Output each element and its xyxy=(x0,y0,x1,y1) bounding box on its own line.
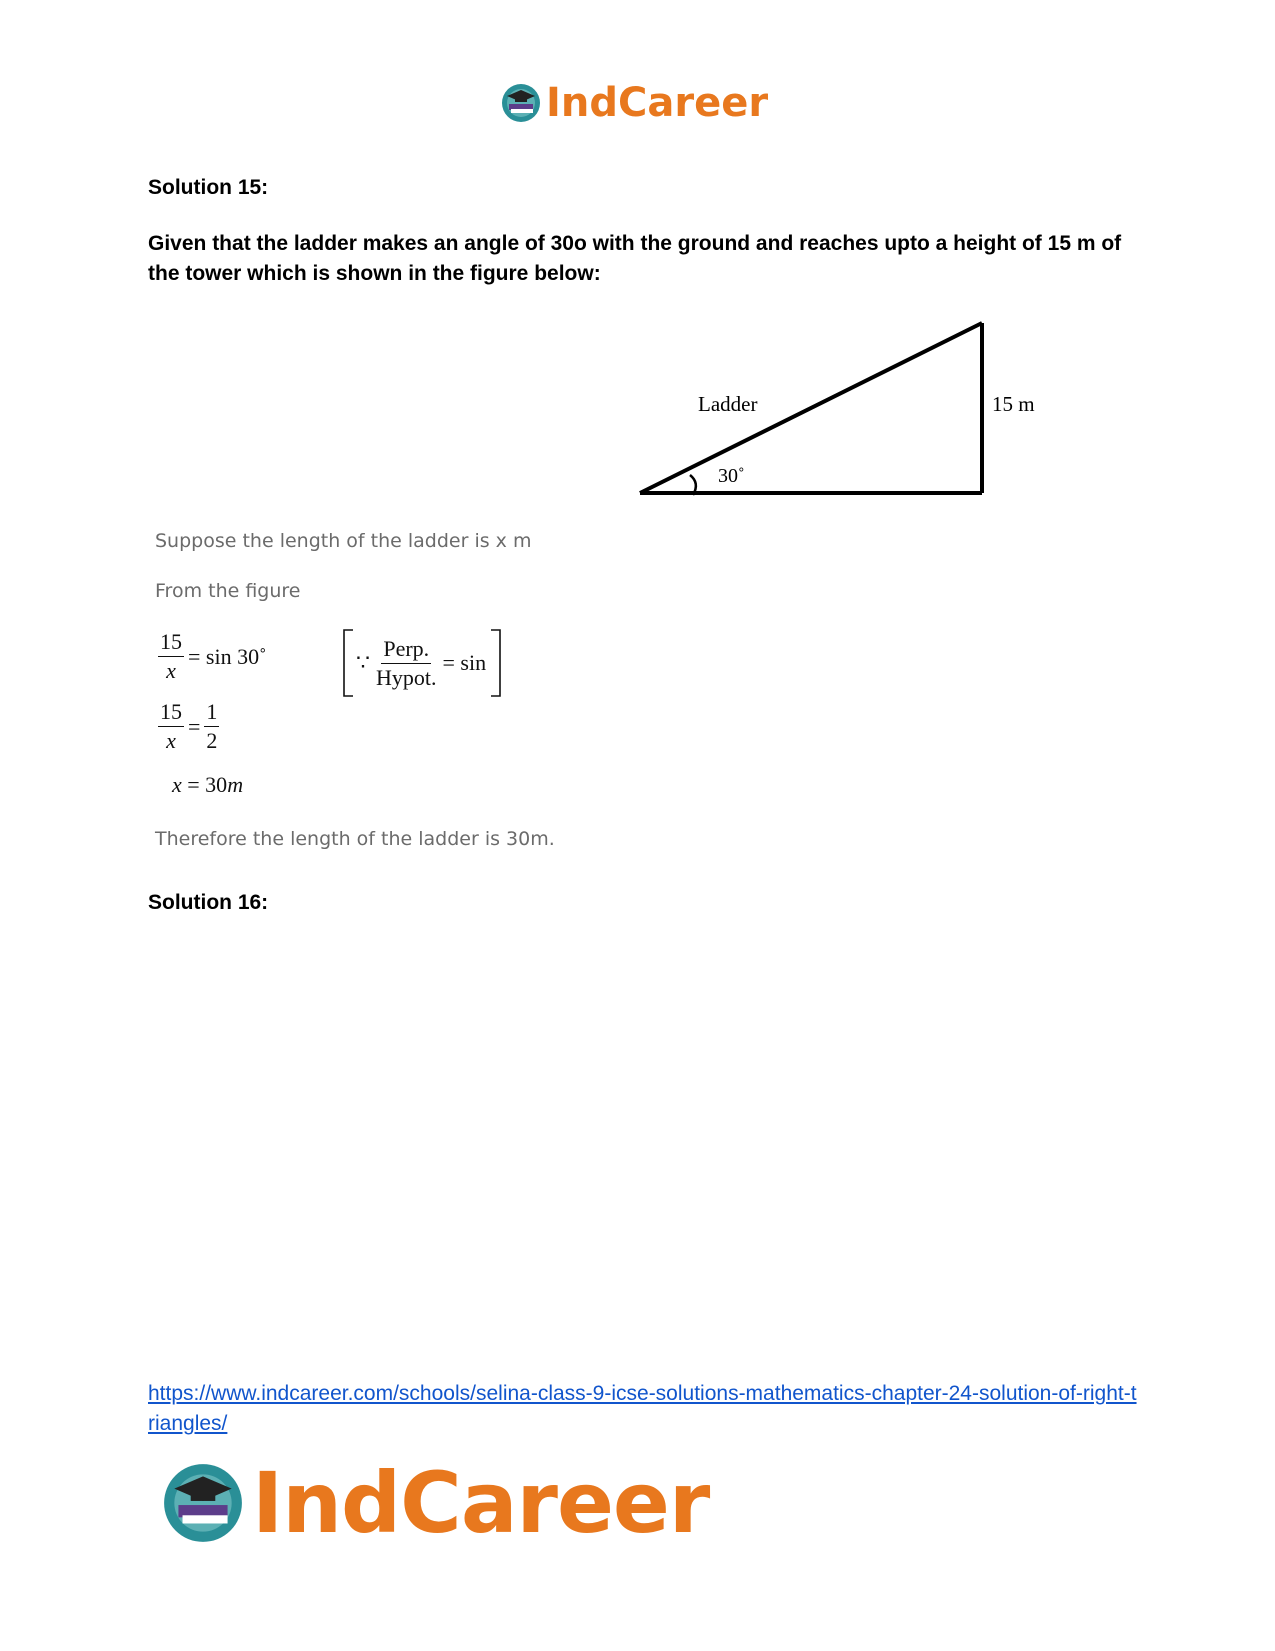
equation-half xyxy=(158,700,219,753)
solution-15-intro: Given that the ladder makes an angle of 30o with the ground and reaches upto a height of 15 m of the tower which is shown in the figure below: xyxy=(148,232,1122,285)
equation-result xyxy=(172,772,243,798)
solution-16-heading: Solution 16: xyxy=(148,891,269,914)
solution-15-heading: Solution 15: xyxy=(148,176,269,199)
fraction-numerator: 1 xyxy=(204,700,219,727)
footer-logo xyxy=(160,1454,710,1552)
conclusion-text: Therefore the length of the ladder is 30m. xyxy=(155,828,555,850)
fraction-denominator: x xyxy=(166,658,176,683)
fraction-denominator: x xyxy=(166,728,176,753)
header-logo-text: IndCareer xyxy=(546,80,769,126)
because-symbol: ∵ xyxy=(356,650,370,675)
equals-sign: = xyxy=(188,713,201,739)
fraction-one-half xyxy=(204,700,219,753)
fraction-denominator: Hypot. xyxy=(376,664,437,690)
reason-rhs: = sin xyxy=(442,650,487,675)
graduate-book-icon xyxy=(500,82,542,124)
suppose-text: Suppose the length of the ladder is x m xyxy=(155,530,532,552)
equation-rhs: = sin 30˚ xyxy=(188,643,267,669)
height-label: 15 m xyxy=(992,392,1035,416)
ladder-triangle-figure xyxy=(630,315,1050,500)
ladder-line xyxy=(640,323,982,493)
graduate-book-icon xyxy=(160,1460,246,1546)
fraction-numerator: 15 xyxy=(158,700,184,727)
header-logo xyxy=(500,80,768,126)
result-unit: m xyxy=(227,772,244,797)
fraction-15-over-x xyxy=(158,630,184,683)
result-variable: x xyxy=(172,772,182,797)
fraction-denominator: 2 xyxy=(206,728,218,753)
fraction-numerator: 15 xyxy=(158,630,184,657)
result-value: = 30 xyxy=(187,772,228,797)
reason-bracket xyxy=(342,628,502,698)
equation-sin30 xyxy=(158,630,266,683)
footer-logo-text: IndCareer xyxy=(252,1454,710,1552)
fraction-15-over-x xyxy=(158,700,184,753)
angle-label: 30˚ xyxy=(718,465,745,487)
from-figure-text: From the figure xyxy=(155,580,301,602)
fraction-numerator: Perp. xyxy=(381,637,431,664)
fraction-perp-over-hypot xyxy=(374,637,439,690)
source-url-link[interactable]: https://www.indcareer.com/schools/selina-class-9-icse-solutions-mathematics-chapter-24-solution-of-right-triangles/ xyxy=(148,1382,1137,1435)
left-bracket xyxy=(342,628,354,698)
ladder-label: Ladder xyxy=(698,392,758,416)
right-bracket xyxy=(490,628,502,698)
